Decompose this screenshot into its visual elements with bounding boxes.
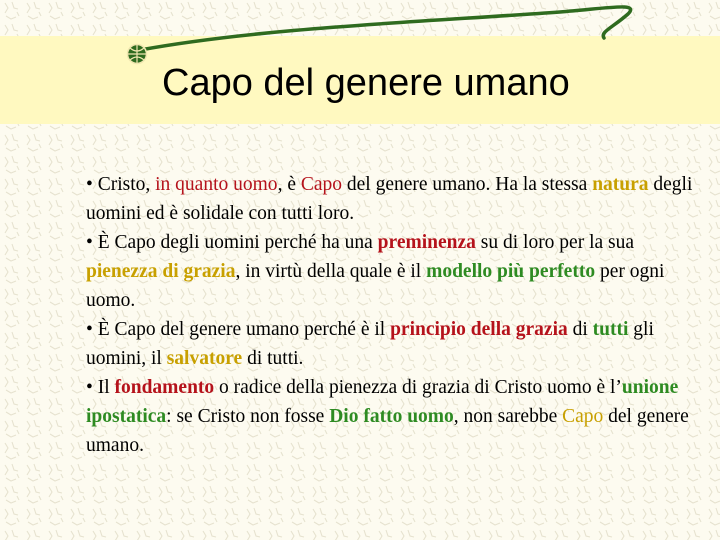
text-run: di tutti. [242,348,304,369]
emphasis-text: in quanto uomo [155,174,278,195]
slide-title: Capo del genere umano [162,62,570,104]
text-run: per ogni uomo. [86,261,665,311]
text-run: , in virtù della quale è il [235,261,427,282]
text-run: degli uomini ed è solidale con tutti loro. [86,174,693,224]
globe-icon [128,45,147,64]
emphasis-text: preminenza [377,232,476,253]
emphasis-text: Capo [300,174,343,195]
text-run: gli uomini, il [86,319,654,369]
text-run: • È Capo degli uomini perché ha una [86,232,378,253]
emphasis-text: tutti [592,319,629,340]
slide-body [86,170,696,460]
emphasis-text: principio della grazia [390,319,568,340]
text-run: • Cristo, [86,174,156,195]
text-run: • È Capo del genere umano perché è il [86,319,391,340]
swoosh-line [140,7,631,50]
text-run: , non sarebbe [453,406,563,427]
paragraph [86,228,696,315]
text-run: o radice della pienezza di grazia di Cristo uomo è l’ [214,377,622,398]
text-run: di [567,319,593,340]
text-run: del genere umano. Ha la stessa [342,174,593,195]
paragraph [86,170,696,228]
emphasis-text: natura [592,174,649,195]
paragraph [86,315,696,373]
paragraph [86,373,696,460]
emphasis-text: modello più perfetto [426,261,596,282]
text-run: • Il [86,377,115,398]
text-run: : se Cristo non fosse [166,406,330,427]
emphasis-text: pienezza di grazia [86,261,236,282]
text-run: su di loro per la sua [475,232,635,253]
emphasis-text: Dio fatto uomo [329,406,454,427]
emphasis-text: Capo [562,406,604,427]
emphasis-text: salvatore [166,348,243,369]
text-run: , è [277,174,301,195]
emphasis-text: fondamento [114,377,215,398]
text-run: del genere umano. [86,406,689,456]
emphasis-text: unione ipostatica [86,377,679,427]
